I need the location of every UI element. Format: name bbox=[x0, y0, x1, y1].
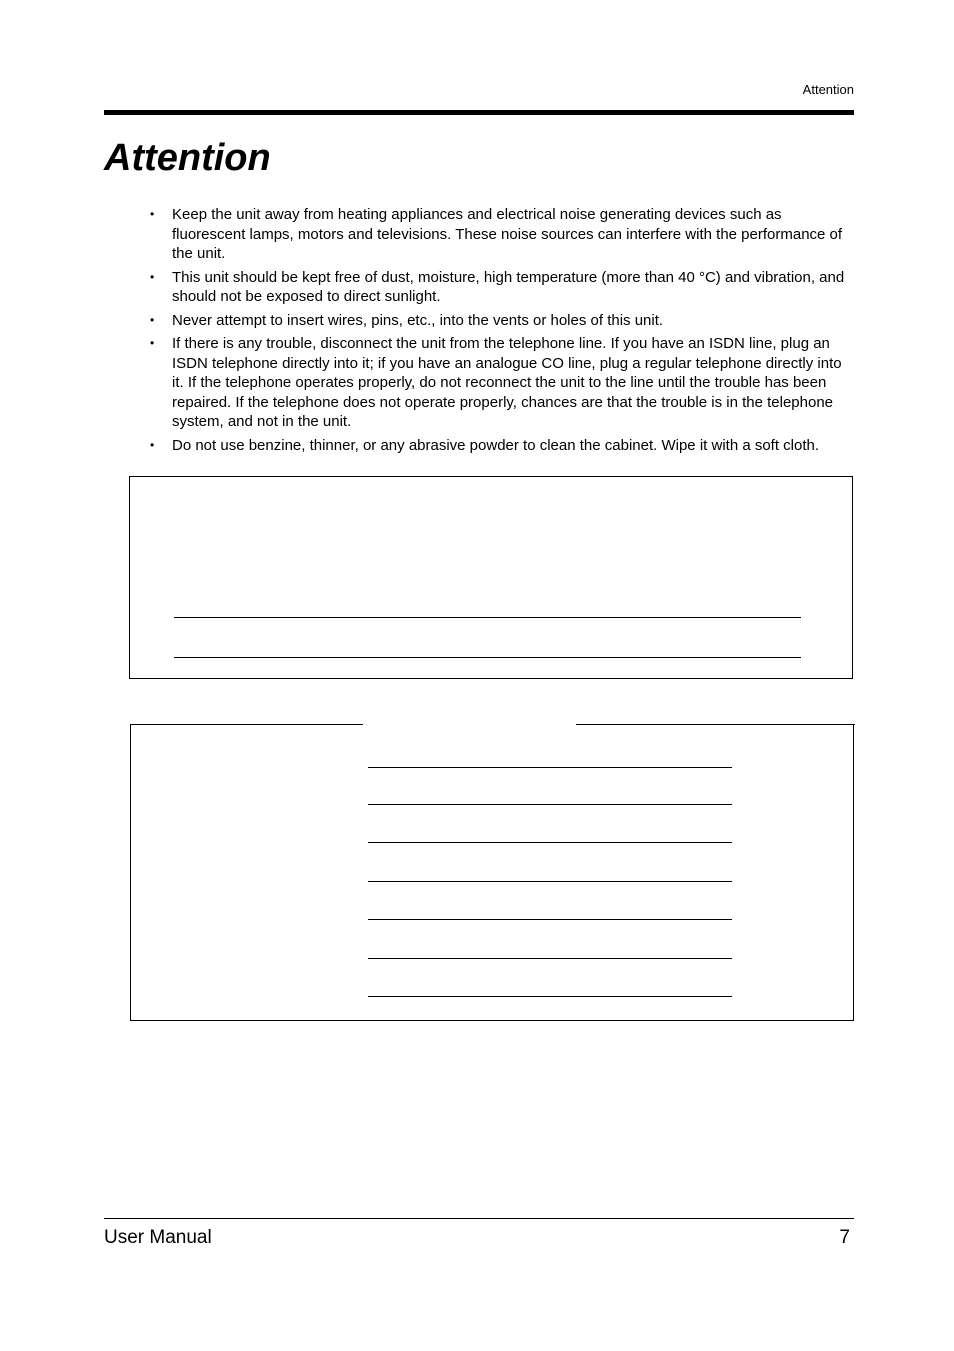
list-item-text: Keep the unit away from heating appliances and electrical noise generating devices such as fluorescent lamps, motors and televisions. These noise sources can interfere with the performance of the unit. bbox=[172, 206, 843, 262]
blank-line bbox=[368, 842, 732, 843]
attention-list bbox=[150, 205, 856, 459]
blank-record-box bbox=[130, 724, 854, 1021]
header-rule bbox=[104, 110, 854, 115]
page-number: 7 bbox=[839, 1227, 850, 1248]
blank-line bbox=[368, 804, 732, 805]
list-item bbox=[150, 205, 856, 264]
running-head: Attention bbox=[802, 82, 854, 97]
blank-line bbox=[368, 881, 732, 882]
blank-line bbox=[368, 919, 732, 920]
blank-notes-box bbox=[129, 476, 853, 679]
bullet-icon: • bbox=[150, 336, 155, 350]
list-item bbox=[150, 334, 856, 432]
page-title: Attention bbox=[104, 137, 271, 179]
list-item-text: Do not use benzine, thinner, or any abrasive powder to clean the cabinet. Wipe it with a soft cloth. bbox=[172, 436, 820, 454]
footer-document-title: User Manual bbox=[104, 1227, 212, 1248]
blank-line bbox=[174, 657, 801, 658]
list-item bbox=[150, 311, 856, 331]
bullet-icon: • bbox=[150, 269, 155, 284]
list-item bbox=[150, 268, 856, 307]
blank-line bbox=[368, 958, 732, 959]
list-item-text: This unit should be kept free of dust, moisture, high temperature (more than 40 °C) and vibration, and should not be exposed to direct sunlight. bbox=[172, 268, 845, 305]
blank-line bbox=[368, 767, 732, 768]
box-top-rule bbox=[131, 724, 363, 725]
blank-line bbox=[368, 996, 732, 997]
list-item bbox=[150, 436, 856, 456]
list-item-text: Never attempt to insert wires, pins, etc., into the vents or holes of this unit. bbox=[172, 311, 664, 329]
bullet-icon: • bbox=[150, 437, 155, 452]
list-item-text: If there is any trouble, disconnect the unit from the telephone line. If you have an ISDN line, plug an ISDN telephone directly into it; if you have an analogue CO line, plug a regular telephone directly into it. If the telephone operates properly, do not reconnect the unit to the line until the trouble has been repaired. If the telephone does not operate properly, chances are that the trouble is in the telephone system, and not in the unit. bbox=[172, 335, 842, 430]
blank-line bbox=[174, 617, 801, 618]
bullet-icon: • bbox=[150, 207, 155, 221]
box-top-rule bbox=[576, 724, 855, 725]
bullet-icon: • bbox=[150, 312, 155, 327]
footer-rule bbox=[104, 1218, 854, 1219]
